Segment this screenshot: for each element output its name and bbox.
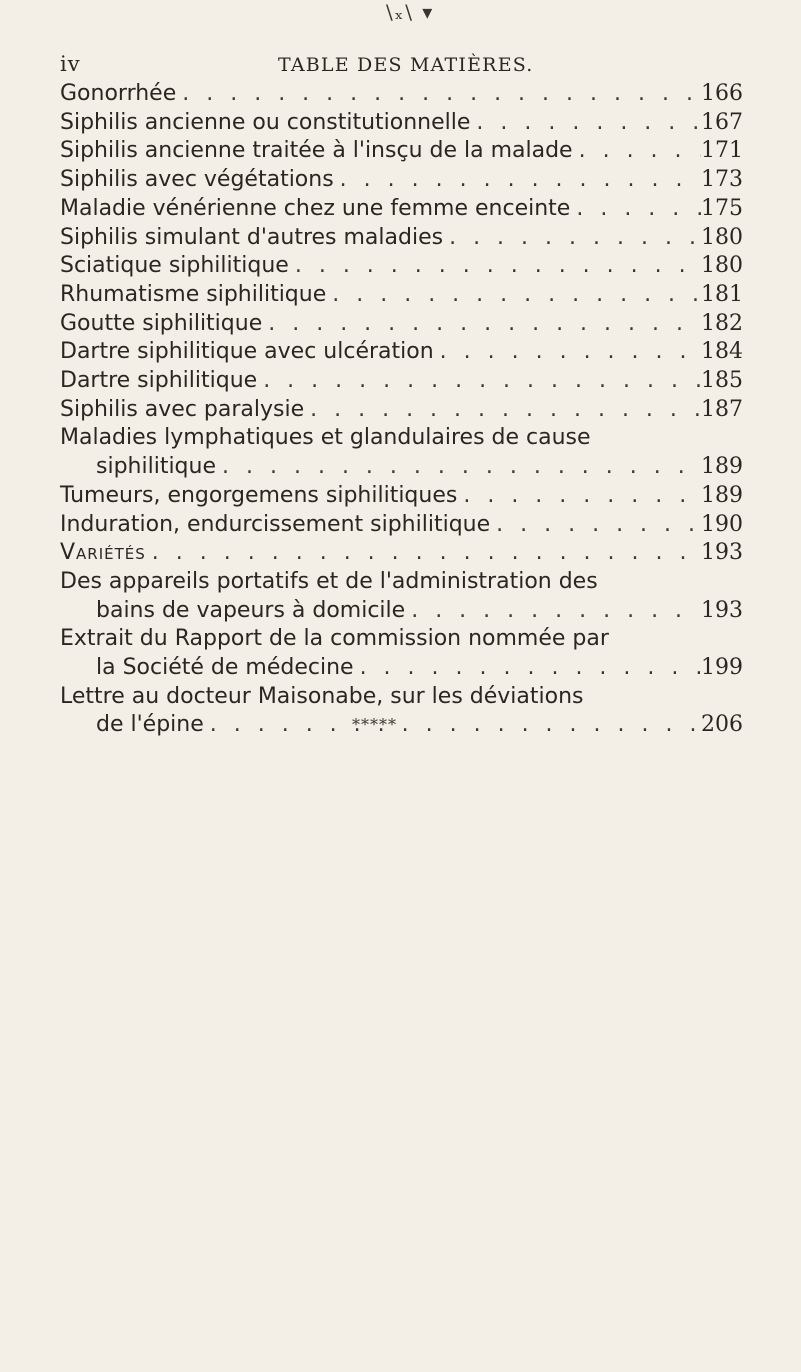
table-of-contents [60,80,743,740]
toc-page-number: 199 [701,655,743,681]
toc-entry [60,424,743,481]
toc-page-number: 175 [701,195,743,221]
page-header [60,48,740,82]
toc-entry-line [60,166,743,195]
toc-page-number: 193 [701,597,743,623]
toc-page-number: 187 [701,396,743,422]
toc-entry-line [60,137,743,166]
toc-entry-title: Tumeurs, engorgemens siphilitiques [60,482,458,508]
toc-entry [60,625,743,682]
dot-leader [176,80,701,109]
toc-page-number: 167 [701,109,743,135]
toc-page-number: 173 [701,167,743,193]
dot-leader [470,109,701,138]
toc-entry-line [60,310,743,339]
toc-entry-title: Variétés [60,540,146,566]
dot-leader [354,654,701,683]
toc-entry-title: la Société de médecine [96,655,354,681]
toc-entry-line [60,224,743,253]
dot-leader [443,224,701,253]
toc-entry [60,281,743,310]
toc-entry-continuation [60,597,743,626]
toc-page-number: 189 [701,482,743,508]
toc-page-number: 171 [701,138,743,164]
toc-entry-line [60,195,743,224]
toc-entry-line [60,539,743,568]
toc-entry [60,511,743,540]
toc-page-number: 180 [701,224,743,250]
toc-entry-title: Sciatique siphilitique [60,253,289,279]
toc-entry [60,252,743,281]
toc-entry-title: Dartre siphilitique [60,368,258,394]
toc-entry-continuation [60,654,743,683]
toc-entry-line [60,109,743,138]
toc-page-number: 206 [701,712,743,738]
dot-leader [289,252,701,281]
dot-leader [490,511,701,540]
toc-entry [60,539,743,568]
toc-entry-line [60,338,743,367]
dot-leader [304,396,701,425]
toc-entry [60,137,743,166]
dot-leader [457,482,701,511]
dot-leader [146,539,701,568]
dot-leader [405,597,701,626]
toc-entry [60,195,743,224]
page-number: iv [60,52,81,76]
toc-entry-title: Maladies lymphatiques et glandulaires de cause [60,425,591,451]
toc-entry [60,166,743,195]
toc-entry-title: Siphilis simulant d'autres maladies [60,224,444,250]
toc-entry-title: siphilitique [96,454,217,480]
toc-page-number: 166 [701,81,743,106]
toc-entry-line [60,683,743,712]
toc-entry [60,80,743,109]
toc-page-number: 180 [701,253,743,279]
toc-entry-line [60,281,743,310]
closing-ornament: ***** [352,715,397,734]
toc-entry-title: bains de vapeurs à domicile [96,597,406,623]
toc-entry [60,109,743,138]
toc-entry [60,310,743,339]
toc-entry-line [60,80,743,109]
toc-page-number: 185 [701,368,743,394]
toc-entry-line [60,568,743,597]
toc-entry [60,482,743,511]
dot-leader [262,310,701,339]
toc-entry-title: Siphilis ancienne traitée à l'insçu de la malade [60,138,573,164]
toc-entry-title: Goutte siphilitique [60,310,263,336]
dot-leader [204,711,701,740]
toc-entry [60,367,743,396]
toc-page-number: 182 [701,310,743,336]
toc-entry-line [60,367,743,396]
dot-leader [573,137,701,166]
toc-entry-title: Siphilis avec paralysie [60,396,305,422]
dot-leader [334,166,701,195]
dot-leader [216,453,701,482]
toc-entry-continuation [60,711,743,740]
toc-entry-title: Maladie vénérienne chez une femme enceinte [60,195,571,221]
dot-leader [570,195,701,224]
toc-entry-title: Dartre siphilitique avec ulcération [60,339,434,365]
toc-page-number: 190 [701,511,743,537]
toc-entry-continuation [60,453,743,482]
toc-entry-title: Rhumatisme siphilitique [60,281,327,307]
running-title: TABLE DES MATIÈRES. [278,54,534,76]
toc-entry-title: Induration, endurcissement siphilitique [60,511,491,537]
toc-entry-title: de l'épine [96,712,204,738]
toc-entry-title: Des appareils portatifs et de l'administration des [60,568,598,594]
toc-entry-title: Extrait du Rapport de la commission nommée par [60,626,609,652]
toc-entry [60,338,743,367]
toc-entry-line [60,625,743,654]
top-mark: \ₓ\ ▾ [386,0,435,24]
toc-entry-line [60,252,743,281]
toc-entry [60,396,743,425]
toc-page-number: 189 [701,454,743,480]
toc-entry [60,683,743,740]
toc-page-number: 193 [701,540,743,566]
toc-entry-title: Siphilis avec végétations [60,167,334,193]
toc-entry-line [60,511,743,540]
toc-entry [60,568,743,625]
toc-entry [60,224,743,253]
toc-entry-line [60,482,743,511]
toc-entry-line [60,396,743,425]
dot-leader [326,281,701,310]
dot-leader [257,367,701,396]
toc-entry-title: Siphilis ancienne ou constitutionnelle [60,109,471,135]
dot-leader [434,338,701,367]
toc-page-number: 181 [701,281,743,307]
toc-entry-line [60,424,743,453]
toc-entry-title: Lettre au docteur Maisonabe, sur les déviations [60,683,584,709]
toc-entry-title: Gonorrhée [60,81,177,106]
toc-page-number: 184 [701,339,743,365]
